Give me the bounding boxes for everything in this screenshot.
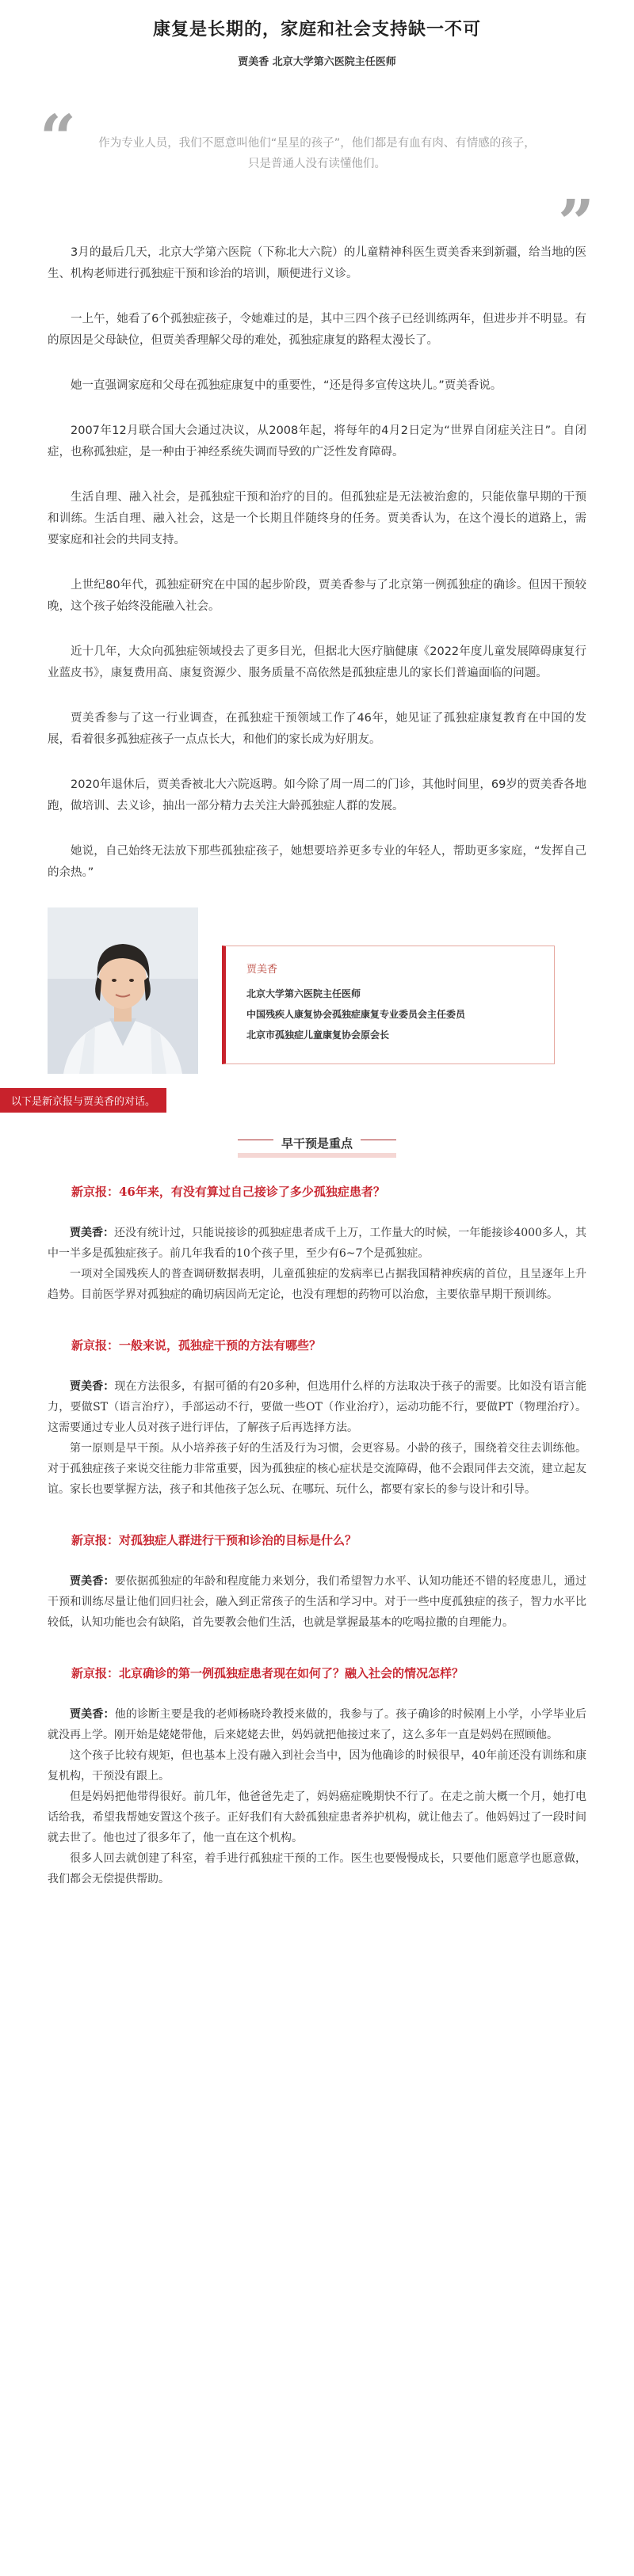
article-body	[48, 242, 586, 884]
answer-paragraph	[48, 1745, 586, 1786]
bio-title-line: 北京市孤独症儿童康复协会原会长	[246, 1029, 390, 1041]
section-title: 早干预是重点	[273, 1135, 361, 1151]
answer-text: 要依据孤独症的年龄和程度能力来划分，我们希望智力水平、认知功能还不错的轻度患儿，通过干预和训练尽量让他们回归社会，融入到正常孩子的生活和学习中。对于一些中度孤独症的孩子，智力水平比较低，认知功能也会有缺陷，首先要教会他们生活，也就是掌握最基本的吃喝拉撒的自理能力。	[48, 1575, 587, 1629]
article-title: 康复是长期的，家庭和社会支持缺一不可	[152, 20, 481, 40]
answer-speaker: 贾美香：	[70, 1380, 115, 1393]
portrait-photo	[48, 907, 198, 1074]
section-heading	[238, 1135, 396, 1158]
answer-paragraph	[48, 1848, 586, 1889]
answer-paragraph	[48, 1438, 586, 1500]
answer-text: 很多人回去就创建了科室，着手进行孤独症干预的工作。医生也要慢慢成长，只要他们愿意学也愿意做，我们都会无偿提供帮助。	[48, 1852, 586, 1885]
answer-paragraph	[48, 1264, 586, 1305]
article-byline: 贾美香 北京大学第六医院主任医师	[238, 56, 396, 68]
section-underline	[238, 1153, 396, 1158]
qa-item	[48, 1530, 586, 1633]
open-quote-icon: “	[40, 101, 77, 175]
body-paragraph: 贾美香参与了这一行业调查，在孤独症干预领域工作了46年，她见证了孤独症康复教育在中国的发展，看着很多孤独症孩子一点点长大，和他们的家长成为好朋友。	[48, 712, 586, 746]
question: 新京报：46年来，有没有算过自己接诊了多少孤独症患者？	[71, 1185, 385, 1199]
bio-title-line: 中国残疾人康复协会孤独症康复专业委员会主任委员	[246, 1009, 466, 1020]
answer-speaker: 贾美香：	[70, 1227, 115, 1239]
body-paragraph: 3月的最后几天，北京大学第六医院（下称北大六院）的儿童精神科医生贾美香来到新疆，给当地的医生、机构老师进行孤独症干预和诊治的培训，顺便进行义诊。	[48, 246, 586, 280]
question: 新京报：一般来说，孤独症干预的方法有哪些？	[71, 1338, 322, 1353]
qa-list	[48, 1181, 586, 1889]
body-paragraph: 生活自理、融入社会，是孤独症干预和治疗的目的。但孤独症是无法被治愈的，只能依靠早期的干预和训练。生活自理、融入社会，这是一个长期且伴随终身的任务。贾美香认为，在这个漫长的道路上，需要家庭和社会的共同支持。	[48, 491, 586, 546]
qa-item	[48, 1663, 586, 1889]
question: 新京报：北京确诊的第一例孤独症患者现在如何了？融入社会的情况怎样？	[71, 1666, 464, 1680]
body-paragraph: 她说，自己始终无法放下那些孤独症孩子，她想要培养更多专业的年轻人，帮助更多家庭，“发挥自己的余热。”	[48, 845, 586, 879]
answer-paragraph	[48, 1704, 586, 1745]
body-paragraph: 2020年退休后，贾美香被北大六院返聘。如今除了周一周二的门诊，其他时间里，69岁的贾美香各地跑，做培训、去义诊，抽出一部分精力去关注大龄孤独症人群的发展。	[48, 778, 586, 812]
bio-title-line: 北京大学第六医院主任医师	[246, 988, 361, 999]
pull-quote	[40, 101, 594, 260]
answer-text: 第一原则是早干预。从小培养孩子好的生活及行为习惯，会更容易。小龄的孩子，围绕着交往去训练他。对于孤独症孩子来说交往能力非常重要，因为孤独症的核心症状是交流障碍，他不会跟同伴去交流，建立起友谊。家长也要掌握方法，孩子和其他孩子怎么玩、在哪玩、玩什么，都要有家长的参与设计和引导。	[48, 1442, 586, 1496]
answer-text: 但是妈妈把他带得很好。前几年，他爸爸先走了，妈妈癌症晚期快不行了。在走之前大概一个月，她打电话给我，希望我帮她安置这个孩子。正好我们有大龄孤独症患者养护机构，就让他去了。他妈妈过了一段时间就去世了。他也过了很多年了，他一直在这个机构。	[48, 1790, 586, 1844]
body-paragraph: 上世纪80年代，孤独症研究在中国的起步阶段，贾美香参与了北京第一例孤独症的确诊。但因干预较晚，这个孩子始终没能融入社会。	[48, 579, 586, 613]
answer-speaker: 贾美香：	[70, 1708, 115, 1721]
qa-item	[48, 1335, 586, 1500]
answer-text: 他的诊断主要是我的老师杨晓玲教授来做的，我参与了。孩子确诊的时候刚上小学，小学毕业后就没再上学。刚开始是姥姥带他，后来姥姥去世，妈妈就把他接过来了，这么多年一直是妈妈在照顾他。	[48, 1708, 587, 1741]
question: 新京报：对孤独症人群进行干预和诊治的目标是什么？	[71, 1533, 357, 1547]
body-paragraph: 近十几年，大众向孤独症领域投去了更多目光，但据北大医疗脑健康《2022年度儿童发展障碍康复行业蓝皮书》，康复费用高、康复资源少、服务质量不高依然是孤独症患儿的家长们普遍面临的问题。	[48, 645, 586, 679]
answer-paragraph	[48, 1786, 586, 1848]
dialogue-banner: 以下是新京报与贾美香的对话。	[0, 1088, 166, 1113]
answer-speaker: 贾美香：	[70, 1575, 115, 1588]
close-quote-icon: ”	[557, 185, 594, 260]
answer-text: 现在方法很多，有据可循的有20多种，但选用什么样的方法取决于孩子的需要。比如没有语言能力，要做ST（语言治疗），手部运动不行，要做一些OT（作业治疗），运动功能不行，要做PT（物理治疗）。这需要通过专业人员对孩子进行评估，了解孩子后再选择方法。	[48, 1380, 587, 1434]
answer-text: 还没有统计过，只能说接诊的孤独症患者成千上万，工作量大的时候，一年能接诊4000多人，其中一半多是孤独症孩子。前几年我看的10个孩子里，至少有6~7个是孤独症。	[48, 1227, 587, 1260]
body-paragraph: 2007年12月联合国大会通过决议，从2008年起，将每年的4月2日定为“世界自闭症关注日”。自闭症，也称孤独症，是一种由于神经系统失调而导致的广泛性发育障碍。	[48, 424, 586, 459]
bio-card	[48, 907, 586, 1074]
answer-paragraph	[48, 1571, 586, 1633]
body-paragraph: 她一直强调家庭和父母在孤独症康复中的重要性，“还是得多宣传这块儿。”贾美香说。	[71, 379, 502, 392]
answer-text: 一项对全国残疾人的普查调研数据表明，儿童孤独症的发病率已占据我国精神疾病的首位，且呈逐年上升趋势。目前医学界对孤独症的确切病因尚无定论，也没有理想的药物可以治愈，主要依靠早期干预训练。	[48, 1268, 586, 1301]
answer-paragraph	[48, 1376, 586, 1438]
body-paragraph: 一上午，她看了6个孤独症孩子，令她难过的是，其中三四个孩子已经训练两年，但进步并不明显。有的原因是父母缺位，但贾美香理解父母的难处，孤独症康复的路程太漫长了。	[48, 313, 586, 347]
bio-details	[222, 946, 555, 1064]
answer-text: 这个孩子比较有规矩，但也基本上没有融入到社会当中，因为他确诊的时候很早，40年前还没有训练和康复机构，干预没有跟上。	[48, 1749, 586, 1783]
bio-name: 贾美香	[246, 964, 278, 976]
qa-item	[48, 1181, 586, 1305]
answer-paragraph	[48, 1223, 586, 1264]
pull-quote-text: 作为专业人员，我们不愿意叫他们“星星的孩子”，他们都是有血有肉、有情感的孩子，只是普通人没有读懂他们。	[98, 137, 536, 170]
